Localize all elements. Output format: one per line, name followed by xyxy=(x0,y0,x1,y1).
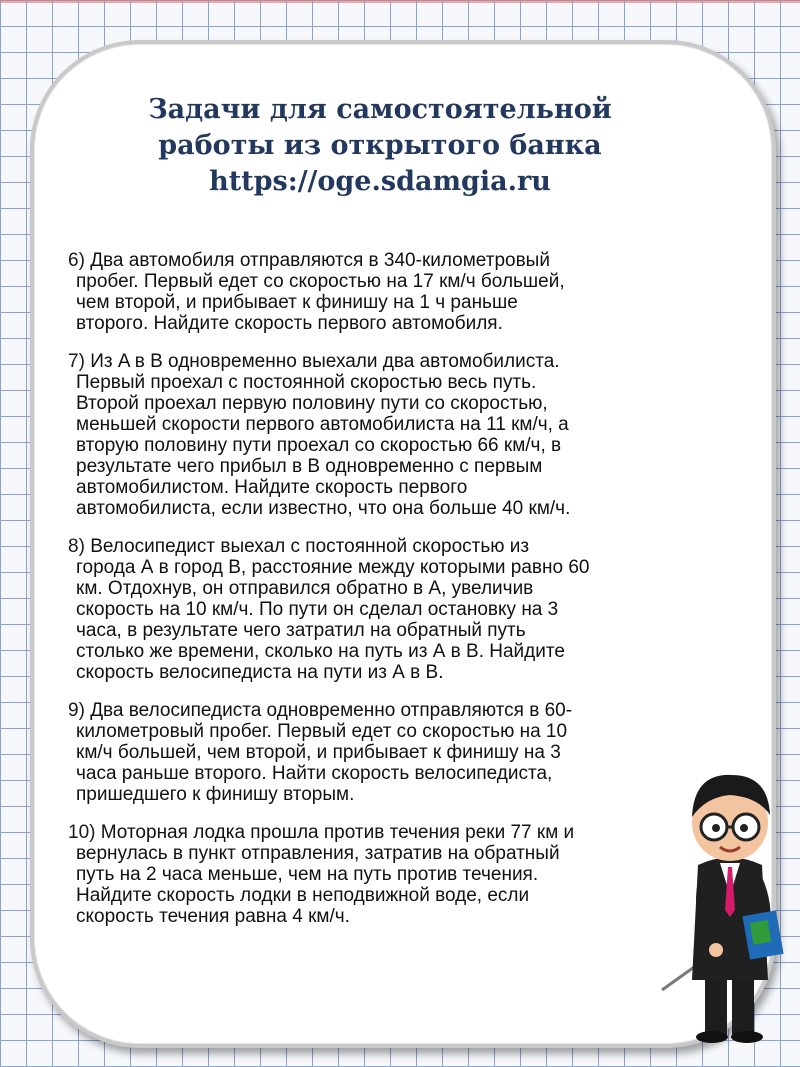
task-number: 9) xyxy=(68,700,85,721)
task-7 xyxy=(56,351,716,519)
task-number: 6) xyxy=(68,250,85,271)
title-link[interactable]: https://oge.sdamgia.ru xyxy=(209,166,551,197)
page-title xyxy=(60,92,700,200)
task-number: 7) xyxy=(68,351,85,372)
title-line-1: Задачи для самостоятельной xyxy=(148,94,612,125)
task-9 xyxy=(56,700,716,805)
task-list xyxy=(56,250,716,944)
teacher-character-icon xyxy=(650,745,790,1045)
task-8 xyxy=(56,536,716,683)
task-6 xyxy=(56,250,716,334)
task-text: Моторная лодка прошла против течения реки 77 км и вернулась в пункт отправления, затратив на обратный путь на 2 часа меньше, чем на путь против течения. Найдите скорость лодки в неподвижной воде, если скорость течения равна 4 км/ч. xyxy=(76,822,575,927)
task-number: 10) xyxy=(68,822,96,843)
title-line-2: работы из открытого банка xyxy=(158,130,602,161)
task-text: Велосипедист выехал с постоянной скоростью из города А в город B, расстояние между которыми равно 60 км. Отдохнув, он отправился обратно в А, увеличив скорость на 10 км/ч. По пути он сделал остановку на 3 часа, в результате чего затратил на обратный путь столько же времени, сколько на путь из А в B. Найдите скорость велосипедиста на пути из А в B. xyxy=(76,536,590,683)
task-text: Два автомобиля отправляются в 340-километровый пробег. Первый едет со скоростью на 17 км/ч большей, чем второй, и прибывает к финишу на 1 ч раньше второго. Найдите скорость первого автомобиля. xyxy=(76,250,565,334)
task-text: Из A в B одновременно выехали два автомобилиста. Первый проехал с постоянной скоростью весь путь. Второй проехал первую половину пути со скоростью, меньшей скорости первого автомобилиста на 11 км/ч, а вторую половину пути проехал со скоростью 66 км/ч, в результате чего прибыл в B одновременно с первым автомобилистом. Найдите скорость первого автомобилиста, если известно, что она больше 40 км/ч. xyxy=(76,351,571,519)
task-text: Два велосипедиста одновременно отправляются в 60- километровый пробег. Первый едет со скоростью на 10 км/ч большей, чем второй, и прибывает к финишу на 3 часа раньше второго. Найти скорость велосипедиста, пришедшего к финишу вторым. xyxy=(76,700,573,805)
paper-margin-line xyxy=(0,0,800,3)
task-10 xyxy=(56,822,716,927)
task-number: 8) xyxy=(68,536,85,557)
